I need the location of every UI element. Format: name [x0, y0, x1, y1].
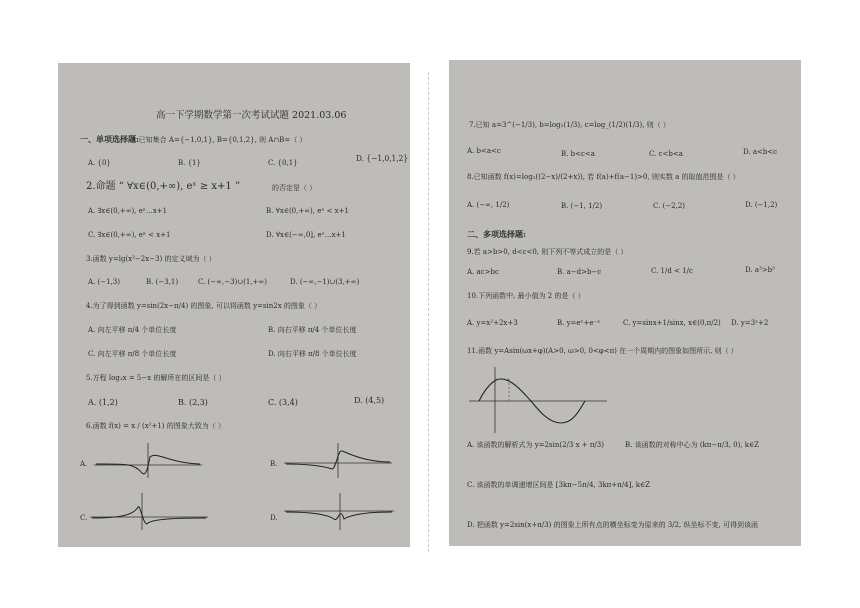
- q4-option-b: B. 向右平移 π/4 个单位长度: [268, 326, 357, 334]
- q9-option-b: B. a−d>b−c: [557, 268, 602, 276]
- section-multiple-choice: 二、多项选择题:: [467, 229, 526, 239]
- q2-stem-tail: 的否定是（ ）: [272, 184, 317, 192]
- q11-option-b: B. 该函数的对称中心为 (kπ−π/3, 0), k∈Z: [625, 441, 760, 449]
- q6-option-c: C.: [80, 514, 88, 522]
- q1-stem: 1.已知集合 A={−1,0,1}, B={0,1,2}, 则 A∩B=（ ）: [132, 136, 307, 144]
- q11-option-a: A. 该函数的解析式为 y=2sin(2/3 x + π/3): [467, 441, 604, 449]
- q6-option-a: A.: [80, 460, 88, 468]
- q2-stem: 2.命题 “ ∀x∈(0,+∞), eˣ ≥ x+1 ”: [86, 181, 241, 192]
- q3-stem: 3.函数 y=lg(x²−2x−3) 的定义域为（ ）: [86, 255, 216, 263]
- q1-option-b: B. {1}: [178, 159, 201, 167]
- q5-stem: 5.方程 log₂x = 5−x 的解所在的区间是（ ）: [86, 374, 226, 382]
- q8-option-d: D. (−1,2): [745, 201, 778, 209]
- q4-option-c: C. 向左平移 π/8 个单位长度: [88, 350, 177, 358]
- q8-option-b: B. (−1, 1/2): [561, 202, 603, 210]
- q4-stem: 4.为了得到函数 y=sin(2x−π/4) 的图象, 可以将函数 y=sin2x 的图象（ ）: [86, 302, 322, 310]
- q7-stem: 7.已知 a=3^(−1/3), b=log₂(1/3), c=log_(1/2)(1/3), 则（ ）: [469, 121, 670, 129]
- q6-graph-d: [284, 493, 396, 531]
- q3-option-a: A. (−1,3): [88, 278, 120, 286]
- q5-option-a: A. (1,2): [88, 398, 118, 407]
- exam-page-left: [58, 63, 410, 547]
- q2-option-c: C. ∃x∈(0,+∞), eˣ < x+1: [88, 231, 171, 239]
- q6-option-d: D.: [270, 514, 278, 522]
- q3-option-d: D. (−∞,−1)∪(3,+∞): [290, 278, 360, 286]
- q4-option-a: A. 向左平移 π/4 个单位长度: [88, 326, 177, 334]
- q1-option-a: A. {0}: [88, 159, 111, 167]
- q2-option-b: B. ∀x∈(0,+∞), eˣ < x+1: [266, 207, 349, 215]
- q5-option-b: B. (2,3): [178, 398, 208, 407]
- q7-option-d: D. a<b<c: [743, 148, 778, 156]
- q4-option-d: D. 向右平移 π/8 个单位长度: [268, 350, 357, 358]
- q9-option-c: C. 1/d < 1/c: [651, 267, 693, 275]
- q10-option-c: C. y=sinx+1/sinx, x∈(0,π/2): [623, 319, 721, 327]
- q6-graph-c: [90, 493, 210, 531]
- q11-option-d: D. 把函数 y=2sin(x+π/3) 的图象上所有点的横坐标变为原来的 3/2, 纵坐标不变, 可得到该函: [467, 521, 758, 529]
- q6-graph-b: [284, 443, 394, 479]
- q9-stem: 9.若 a>b>0, d<c<0, 则下列不等式成立的是（ ）: [467, 248, 628, 256]
- q6-stem: 6.函数 f(x) = x / (x²+1) 的图象大致为（ ）: [86, 422, 225, 430]
- q8-option-a: A. (−∞, 1/2): [467, 201, 510, 209]
- q8-option-c: C. (−2,2): [653, 202, 686, 210]
- section-single-choice: 一、单项选择题:: [80, 134, 139, 144]
- q10-option-d: D. y=3ˣ+2: [731, 319, 769, 327]
- page-divider: [428, 72, 429, 552]
- q11-sine-graph: [469, 365, 609, 435]
- q7-option-c: C. c<b<a: [649, 150, 683, 158]
- q10-option-a: A. y=x²+2x+3: [467, 319, 518, 327]
- q9-option-a: A. ac>bc: [467, 268, 499, 276]
- q9-option-d: D. a³>b³: [745, 266, 775, 274]
- q1-option-d: D. {−1,0,1,2}: [356, 154, 409, 163]
- q7-option-b: B. b<c<a: [561, 150, 595, 158]
- q5-option-c: C. (3,4): [268, 398, 298, 407]
- exam-page-right: [449, 60, 801, 546]
- q11-option-c: C. 该函数的单调递增区间是 [3kπ−5π/4, 3kπ+π/4], k∈Z: [467, 481, 651, 489]
- q2-option-a: A. ∃x∈(0,+∞), eˣ…x+1: [88, 207, 168, 215]
- q7-option-a: A. b<a<c: [467, 147, 501, 155]
- q5-option-d: D. (4,5): [354, 396, 385, 405]
- q3-option-b: B. (−3,1): [146, 278, 179, 286]
- exam-title: 高一下学期数学第一次考试试题 2021.03.06: [156, 110, 347, 121]
- q10-option-b: B. y=eˣ+e⁻ˣ: [557, 319, 601, 327]
- q11-stem: 11.函数 y=Asin(ωx+φ)(A>0, ω>0, 0<φ<π) 在一个周期内的图象如图所示, 则（ ）: [467, 347, 738, 355]
- q2-option-d: D. ∀x∈(−∞,0], eˣ…x+1: [266, 231, 346, 239]
- q6-option-b: B.: [270, 460, 278, 468]
- q6-graph-a: [94, 443, 204, 479]
- q10-stem: 10.下列函数中, 最小值为 2 的是（ ）: [467, 292, 585, 300]
- q8-stem: 8.已知函数 f(x)=log₂((2−x)/(2+x)), 若 f(a)+f(a−1)>0, 则实数 a 的取值范围是（ ）: [467, 173, 740, 181]
- q1-option-c: C. {0,1}: [268, 159, 298, 167]
- q3-option-c: C. (−∞,−3)∪(1,+∞): [198, 278, 267, 286]
